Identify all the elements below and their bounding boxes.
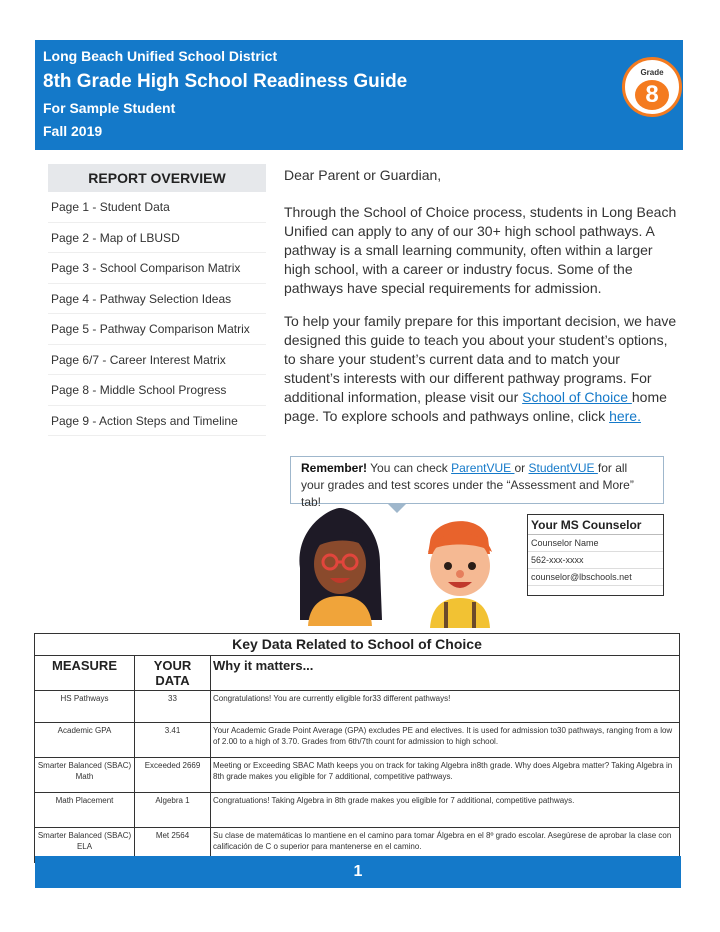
measure-cell: HS Pathways <box>35 691 135 723</box>
overview-item: Page 3 - School Comparison Matrix <box>48 253 266 284</box>
overview-item: Page 1 - Student Data <box>48 192 266 223</box>
boy-illustration <box>428 521 492 628</box>
data-cell: Met 2564 <box>135 828 211 863</box>
letter-greeting: Dear Parent or Guardian, <box>284 167 442 183</box>
studentvue-link[interactable]: StudentVUE <box>528 461 598 475</box>
why-cell: Your Academic Grade Point Average (GPA) excludes PE and electives. It is used for admission to30 pathways, ranging from a low of 2.00 to a high of 3.70. Grades from 6th/7th count for admission to high school. <box>211 723 680 758</box>
overview-item: Page 9 - Action Steps and Timeline <box>48 406 266 437</box>
page-number: 1 <box>353 863 363 880</box>
guide-title: 8th Grade High School Readiness Guide <box>43 71 408 92</box>
letter-paragraph-1: Through the School of Choice process, students in Long Beach Unified can apply to any of our 30+ high school pathways. A pathway is a small learning community, often within a larger high school, with a career or industry focus. Some of the pathways have special requirements for admission. <box>284 204 677 296</box>
counselor-email[interactable]: counselor@lbschools.net <box>528 569 663 586</box>
letter <box>284 166 679 440</box>
overview-item: Page 5 - Pathway Comparison Matrix <box>48 314 266 345</box>
school-of-choice-link[interactable]: School of Choice <box>522 389 632 405</box>
grade-badge-number: 8 <box>635 80 669 110</box>
counselor-box <box>527 514 664 596</box>
column-header-why: Why it matters... <box>211 656 680 691</box>
data-cell: 3.41 <box>135 723 211 758</box>
data-cell: Exceeded 2669 <box>135 758 211 793</box>
table-row <box>35 723 680 758</box>
overview-item: Page 6/7 - Career Interest Matrix <box>48 345 266 376</box>
overview-item: Page 2 - Map of LBUSD <box>48 223 266 254</box>
parentvue-link[interactable]: ParentVUE <box>451 461 515 475</box>
key-data-title: Key Data Related to School of Choice <box>35 634 680 656</box>
grade-badge <box>622 57 682 117</box>
table-row <box>35 758 680 793</box>
table-row <box>35 793 680 828</box>
remember-callout: Remember! You can check ParentVUE or StudentVUE for all your grades and test scores under the “Assessment and More” tab! <box>290 456 664 504</box>
footer-bar <box>35 856 681 888</box>
here-link[interactable]: here. <box>609 408 641 424</box>
report-overview <box>48 164 266 436</box>
data-cell: 33 <box>135 691 211 723</box>
measure-cell: Smarter Balanced (SBAC) ELA <box>35 828 135 863</box>
measure-cell: Math Placement <box>35 793 135 828</box>
grade-badge-label: Grade <box>640 68 664 77</box>
remember-heading: Remember! <box>301 461 368 475</box>
woman-illustration <box>300 508 382 626</box>
people-illustration <box>290 508 525 628</box>
overview-item: Page 8 - Middle School Progress <box>48 375 266 406</box>
district-name: Long Beach Unified School District <box>43 48 278 64</box>
column-header-your-data: YOUR DATA <box>135 656 211 691</box>
measure-cell: Academic GPA <box>35 723 135 758</box>
counselor-title: Your MS Counselor <box>528 515 663 535</box>
counselor-name: Counselor Name <box>528 535 663 552</box>
header-banner <box>35 40 683 150</box>
term: Fall 2019 <box>43 123 103 139</box>
data-cell: Algebra 1 <box>135 793 211 828</box>
measure-cell: Smarter Balanced (SBAC) Math <box>35 758 135 793</box>
why-cell: Meeting or Exceeding SBAC Math keeps you on track for taking Algebra in8th grade. Why does Algebra matter? Taking Algebra in 8th grade makes you eligible for 7 additional, competitive pathways. <box>211 758 680 793</box>
table-row <box>35 691 680 723</box>
why-cell: Su clase de matemáticas lo mantiene en el camino para tomar Álgebra en el 8º grado escolar. Asegúrese de aprobar la clase con calificación de C o superior para mantenerse en el camino. <box>211 828 680 863</box>
why-cell: Congratuations! Taking Algebra in 8th grade makes you eligible for 7 additional, competitive pathways. <box>211 793 680 828</box>
report-overview-title: REPORT OVERVIEW <box>48 164 266 192</box>
counselor-phone: 562-xxx-xxxx <box>528 552 663 569</box>
key-data-table <box>34 633 680 863</box>
column-header-measure: MEASURE <box>35 656 135 691</box>
student-name: For Sample Student <box>43 100 176 116</box>
letter-paragraph-2: To help your family prepare for this important decision, we have designed this guide to teach you about your student’s options, to share your student’s current data and to match your student’s interests with our different pathway programs. For additional information, please visit our School of Choice home page. To explore schools and pathways online, click here. <box>284 313 677 424</box>
overview-item: Page 4 - Pathway Selection Ideas <box>48 284 266 315</box>
why-cell: Congratulations! You are currently eligible for33 different pathways! <box>211 691 680 723</box>
